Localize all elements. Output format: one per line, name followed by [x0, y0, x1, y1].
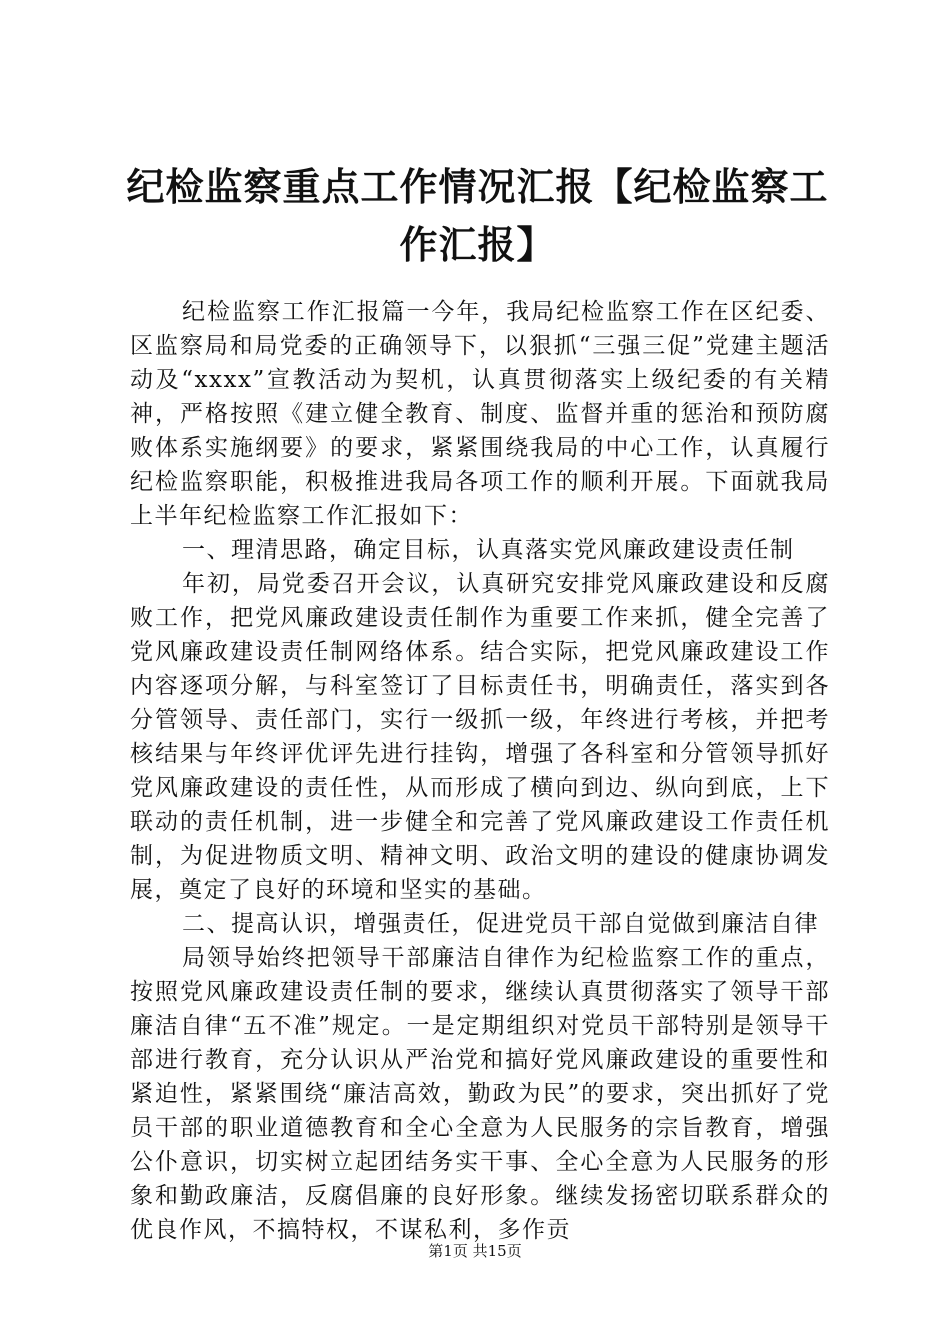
page-footer: 第1页 共15页	[428, 1242, 522, 1260]
document-title: 纪检监察重点工作情况汇报【纪检监察工作汇报】	[126, 165, 829, 267]
paragraph-intro: 纪检监察工作汇报篇一今年，我局纪检监察工作在区纪委、区监察局和局党委的正确领导下，以狠抓“三强三促”党建主题活动及“xxxx”宣教活动为契机，认真贯彻落实上级纪委的有关精神，严格按照《建立健全教育、制度、监督并重的惩治和预防腐败体系实施纲要》的要求，紧紧围绕我局的中心工作，认真履行纪检监察职能，积极推进我局各项工作的顺利开展。下面就我局上半年纪检监察工作汇报如下：	[130, 299, 830, 529]
paragraph-section-2: 局领导始终把领导干部廉洁自律作为纪检监察工作的重点，按照党风廉政建设责任制的要求，继续认真贯彻落实了领导干部廉洁自律“五不准”规定。一是定期组织对党员干部特别是领导干部进行教育，充分认识从严治党和搞好党风廉政建设的重要性和紧迫性，紧紧围绕“廉洁高效，勤政为民”的要求，突出抓好了党员干部的职业道德教育和全心全意为人民服务的宗旨教育，增强公仆意识，切实树立起团结务实干事、全心全意为人民服务的形象和勤政廉洁，反腐倡廉的良好形象。继续发扬密切联系群众的优良作风，不搞特权，不谋私利，多作贡	[130, 945, 830, 1243]
section-heading-1: 一、理清思路，确定目标，认真落实党风廉政建设责任制	[182, 537, 795, 563]
paragraph-section-1: 年初，局党委召开会议，认真研究安排党风廉政建设和反腐败工作，把党风廉政建设责任制作为重要工作来抓，健全完善了党风廉政建设责任制网络体系。结合实际，把党风廉政建设工作内容逐项分解，与科室签订了目标责任书，明确责任，落实到各分管领导、责任部门，实行一级抓一级，年终进行考核，并把考核结果与年终评优评先进行挂钩，增强了各科室和分管领导抓好党风廉政建设的责任性，从而形成了横向到边、纵向到底，上下联动的责任机制，进一步健全和完善了党风廉政建设工作责任机制，为促进物质文明、精神文明、政治文明的建设的健康协调发展，奠定了良好的环境和坚实的基础。	[130, 571, 830, 903]
section-heading-2: 二、提高认识，增强责任，促进党员干部自觉做到廉洁自律	[182, 911, 819, 937]
document-body	[130, 295, 830, 1247]
